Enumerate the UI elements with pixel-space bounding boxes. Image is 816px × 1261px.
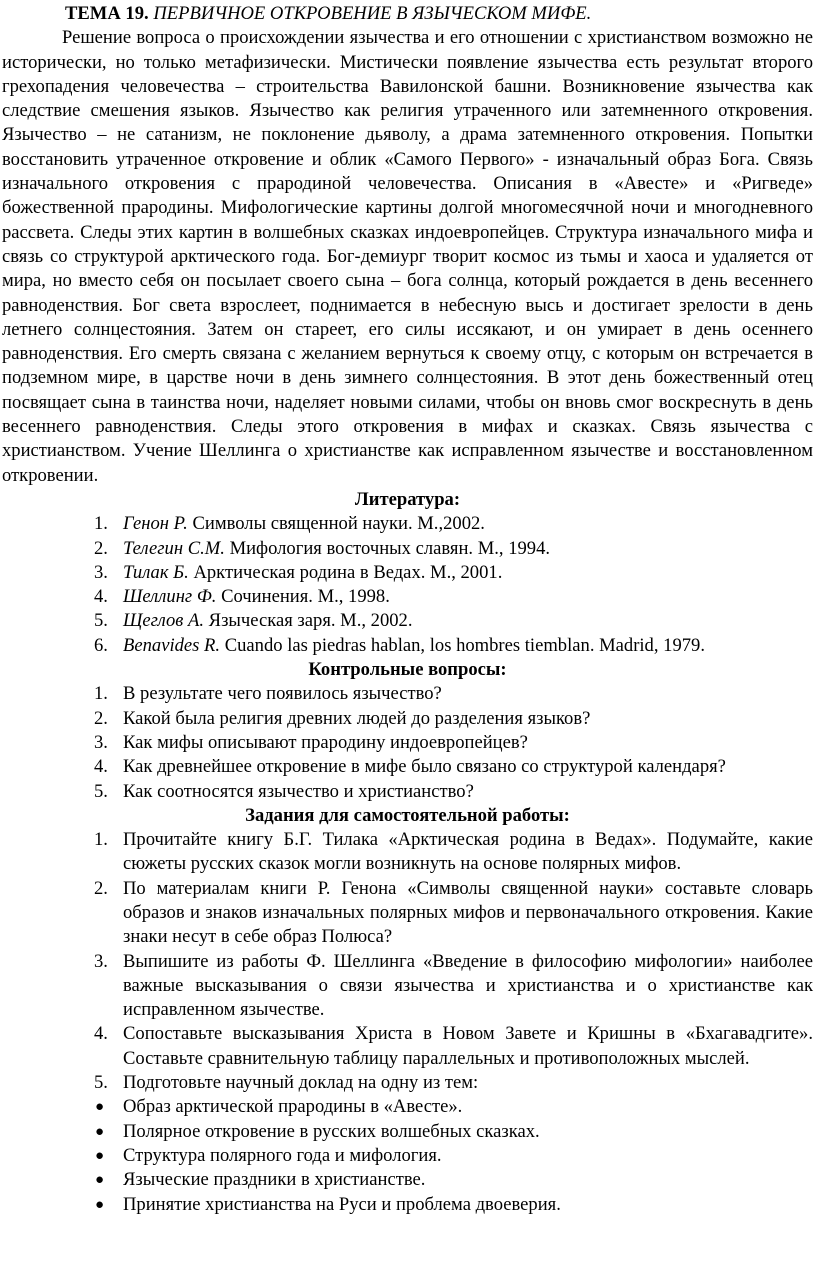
task-item: [2, 877, 813, 950]
document-page: [0, 2, 816, 1217]
literature-author: Щеглов А.: [123, 610, 205, 632]
list-number: 3.: [94, 561, 108, 583]
bullet-icon: ●: [95, 1099, 105, 1116]
task-item: [2, 950, 813, 1023]
report-topic-item: [2, 1095, 813, 1119]
body-paragraph: Решение вопроса о происхождении язычества и его отношении с христианством возможно не исторически, но только метафизически. Мистически появление язычества есть результат второго грехопадения человечества – строительства Вавилонской башни. Возникновение язычества как следствие смешения языков. Язычество как религия утраченного или затемненного откровения. Язычество – не сатанизм, не поклонение дьяволу, а драма затемненного откровения. Попытки восстановить утраченное откровение и облик «Самого Первого» - изначальный образ Бога. Связь изначального откровения с прародиной человечества. Описания в «Авесте» и «Ригведе» божественной прародины. Мифологические картины долгой многомесячной ночи и многодневного рассвета. Следы этих картин в волшебных сказках индоевропейцев. Структура изначального мифа и связь со структурой арктического года. Бог-демиург творит космос из тьмы и хаоса и удаляется от мира, но вместо себя он посылает своего сына – бога солнца, который рождается в день весеннего равноденствия. Бог света взрослеет, поднимается в небесную высь и достигает зрелости в день летнего солнцестояния. Затем он стареет, его силы иссякают, и он умирает в день осеннего равноденствия. Его смерть связана с желанием вернуться к своему отцу, с которым он встречается в подземном мире, в царстве ночи в день зимнего солнцестояния. В этот день божественный отец посвящает сына в таинства ночи, наделяет новыми силами, чтобы он вновь смог воскреснуть в день весеннего равноденствия. Следы этого откровения в мифах и сказках. Связь язычества с христианством. Учение Шеллинга о христианстве как исправленном язычестве и восстановленном откровении.: [2, 27, 813, 486]
literature-title: Символы священной науки. М.,2002.: [192, 513, 485, 535]
topic-title-line: [2, 2, 813, 26]
list-number: 4.: [94, 756, 108, 778]
question-item: [2, 780, 813, 804]
literature-title: Сочинения. М., 1998.: [221, 586, 390, 608]
topic-label: ТЕМА 19.: [65, 3, 149, 24]
report-topic-item: [2, 1144, 813, 1168]
list-number: 4.: [94, 1023, 108, 1045]
task-item: [2, 1071, 813, 1095]
task-item: [2, 828, 813, 877]
list-number: 3.: [94, 731, 108, 753]
question-item: [2, 731, 813, 755]
task-item: [2, 1022, 813, 1071]
list-number: 5.: [94, 610, 108, 632]
report-topic-item: [2, 1168, 813, 1192]
literature-title: Арктическая родина в Ведах. М., 2001.: [193, 561, 503, 583]
report-topic-text: Полярное откровение в русских волшебных сказках.: [123, 1120, 540, 1142]
task-text: Сопоставьте высказывания Христа в Новом Завете и Кришны в «Бхагавадгите». Составьте сравнительную таблицу параллельных и противоположных мыслей.: [123, 1023, 813, 1069]
literature-title: Cuando las piedras hablan, los hombres tiemblan. Madrid, 1979.: [224, 634, 705, 656]
question-item: [2, 755, 813, 779]
report-topic-text: Структура полярного года и мифология.: [123, 1144, 442, 1166]
report-topic-item: [2, 1120, 813, 1144]
control-questions-list: [2, 682, 813, 803]
literature-author: Генон Р.: [123, 513, 188, 535]
report-topic-text: Образ арктической прародины в «Авесте».: [123, 1096, 463, 1118]
self-study-list: [2, 828, 813, 1095]
literature-author: Тилак Б.: [123, 561, 189, 583]
bullet-icon: ●: [95, 1123, 105, 1140]
report-topics-list: [2, 1095, 813, 1216]
question-item: [2, 707, 813, 731]
list-number: 5.: [94, 780, 108, 802]
bullet-icon: ●: [95, 1147, 105, 1164]
task-text: Выпишите из работы Ф. Шеллинга «Введение в философию мифологии» наиболее важные высказывания о связи язычества и христианства и о христианстве как исправленном язычестве.: [123, 950, 813, 1021]
task-text: Подготовьте научный доклад на одну из тем:: [123, 1072, 479, 1094]
literature-item: [2, 512, 813, 536]
list-number: 6.: [94, 634, 108, 656]
literature-item: [2, 537, 813, 561]
topic-title: ПЕРВИЧНОЕ ОТКРОВЕНИЕ В ЯЗЫЧЕСКОМ МИФЕ.: [153, 3, 592, 24]
literature-list: [2, 512, 813, 658]
task-text: По материалам книги Р. Генона «Символы священной науки» составьте словарь образов и знаков изначальных полярных мифов и первоначального откровения. Какие знаки несут в себе образ Полюса?: [123, 877, 813, 948]
list-number: 5.: [94, 1072, 108, 1094]
question-text: Как мифы описывают прародину индоевропейцев?: [123, 731, 528, 753]
question-text: Как древнейшее откровение в мифе было связано со структурой календаря?: [123, 756, 726, 778]
list-number: 2.: [94, 537, 108, 559]
report-topic-text: Языческие праздники в христианстве.: [123, 1169, 426, 1191]
question-text: В результате чего появилось язычество?: [123, 683, 442, 705]
list-number: 2.: [94, 877, 108, 899]
control-questions-heading: Контрольные вопросы:: [308, 659, 507, 681]
report-topic-item: [2, 1193, 813, 1217]
literature-item: [2, 585, 813, 609]
literature-author: Benavides R.: [123, 634, 221, 656]
list-number: 1.: [94, 683, 108, 705]
question-item: [2, 682, 813, 706]
question-text: Как соотносятся язычество и христианство?: [123, 780, 474, 802]
bullet-icon: ●: [95, 1196, 105, 1213]
report-topic-text: Принятие христианства на Руси и проблема двоеверия.: [123, 1193, 561, 1215]
literature-title: Языческая заря. М., 2002.: [208, 610, 413, 632]
bullet-icon: ●: [95, 1172, 105, 1189]
question-text: Какой была религия древних людей до разделения языков?: [123, 707, 591, 729]
list-number: 3.: [94, 950, 108, 972]
literature-item: [2, 609, 813, 633]
list-number: 4.: [94, 586, 108, 608]
literature-title: Мифология восточных славян. М., 1994.: [229, 537, 551, 559]
literature-author: Телегин С.М.: [123, 537, 225, 559]
task-text: Прочитайте книгу Б.Г. Тилака «Арктическая родина в Ведах». Подумайте, какие сюжеты русских сказок могли возникнуть на основе полярных мифов.: [123, 829, 813, 875]
list-number: 1.: [94, 829, 108, 851]
literature-item: [2, 561, 813, 585]
literature-heading: Литература:: [354, 488, 461, 510]
literature-item: [2, 634, 813, 658]
self-study-heading: Задания для самостоятельной работы:: [245, 804, 570, 826]
list-number: 2.: [94, 707, 108, 729]
list-number: 1.: [94, 513, 108, 535]
literature-author: Шеллинг Ф.: [123, 586, 217, 608]
